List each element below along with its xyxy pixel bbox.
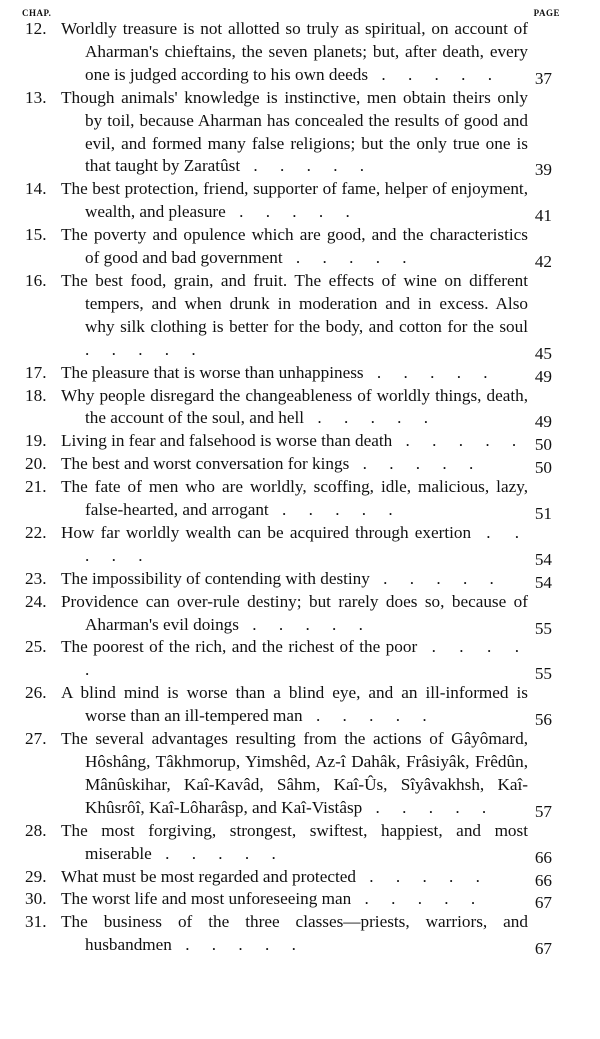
- chapter-number: 24.: [25, 591, 47, 611]
- dot-leader: . . . . .: [363, 362, 497, 382]
- chapter-summary: The poorest of the rich, and the richest of the poor: [61, 637, 418, 657]
- page-number: 42: [534, 252, 552, 272]
- dot-leader: . . . . .: [304, 408, 438, 428]
- page-number: 54: [534, 549, 552, 569]
- chapter-number: 30.: [25, 889, 47, 909]
- chapter-summary: The best food, grain, and fruit. The effects of wine on different tempers, and when drunk in moderation and in excess. Also why silk clothing is better for the body, and cotton for the soul: [61, 270, 528, 336]
- page-number: 55: [534, 664, 552, 684]
- page-number: 55: [534, 618, 552, 638]
- chapter-summary: The poverty and opulence which are good, and the characteristics of good and bad government: [61, 225, 528, 268]
- chapter-summary: The worst life and most unforeseeing man: [61, 889, 352, 909]
- chapter-number: 17.: [25, 362, 47, 382]
- dot-leader: . . . . .: [225, 202, 359, 222]
- chapter-number: 28.: [25, 820, 47, 840]
- chapter-summary: The best protection, friend, supporter of fame, helper of enjoyment, wealth, and pleasure: [61, 179, 528, 222]
- chapter-number: 21.: [25, 477, 47, 497]
- dot-leader: . . . . .: [282, 248, 416, 268]
- chapter-number: 14.: [25, 179, 47, 199]
- dot-leader: . . . . .: [302, 706, 436, 726]
- page-number: 51: [534, 504, 552, 524]
- page-number: 50: [534, 435, 552, 455]
- chapter-summary: The most forgiving, strongest, swiftest, happiest, and most miserable: [61, 820, 528, 863]
- contents-entry: [0, 728, 600, 820]
- contents-entry: [0, 636, 600, 682]
- contents-entry: [0, 453, 600, 476]
- page-number: 67: [534, 893, 552, 913]
- chapter-summary: Living in fear and falsehood is worse than death: [61, 431, 393, 451]
- chapter-summary: The impossibility of contending with destiny: [61, 568, 370, 588]
- dot-leader: . . . . .: [268, 500, 402, 520]
- contents-entry: [0, 224, 600, 270]
- chap-column-label: CHAP.: [22, 8, 52, 18]
- chapter-summary: The best and worst conversation for kings: [61, 454, 350, 474]
- dot-leader: . . . . .: [151, 843, 285, 863]
- contents-entry: [0, 591, 600, 637]
- contents-entry: [0, 178, 600, 224]
- contents-entry: [0, 385, 600, 431]
- page-column-label: PAGE: [533, 8, 560, 18]
- chapter-number: 20.: [25, 454, 47, 474]
- contents-entry: [0, 18, 600, 87]
- chapter-summary: The fate of men who are worldly, scoffing, idle, malicious, lazy, false-hearted, and arrogant: [61, 477, 528, 520]
- dot-leader: . . . . .: [171, 935, 305, 955]
- page-number: 39: [534, 160, 552, 180]
- chapter-number: 13.: [25, 87, 47, 107]
- contents-entry: [0, 820, 600, 866]
- chapter-number: 29.: [25, 866, 47, 886]
- page-number: 50: [534, 458, 552, 478]
- dot-leader: . . . . .: [368, 64, 502, 84]
- dot-leader: . . . . .: [238, 614, 372, 634]
- contents-entry: [0, 476, 600, 522]
- contents-entry: [0, 682, 600, 728]
- chapter-number: 16.: [25, 270, 47, 290]
- contents-entry: [0, 911, 600, 957]
- page-number: 49: [534, 412, 552, 432]
- chapter-summary: Worldly treasure is not allotted so truly as spiritual, on account of Aharman's chieftains, the seven planets; but, after death, every one is judged according to his own deeds: [61, 19, 528, 84]
- contents-entry: [0, 522, 600, 568]
- dot-leader: . . . . .: [369, 568, 503, 588]
- chapter-number: 31.: [25, 912, 47, 932]
- page-number: 56: [534, 710, 552, 730]
- chapter-number: 23.: [25, 568, 47, 588]
- dot-leader: . . . . .: [355, 866, 489, 886]
- chapter-number: 27.: [25, 729, 47, 749]
- chapter-summary: What must be most regarded and protected: [61, 866, 356, 886]
- page-number: 66: [534, 847, 552, 867]
- contents-entry: [0, 87, 600, 179]
- page-number: 66: [534, 870, 552, 890]
- dot-leader: . . . . .: [85, 637, 529, 680]
- contents-entry: [0, 888, 600, 911]
- chapter-number: 12.: [25, 19, 47, 38]
- dot-leader: . . . . .: [240, 156, 374, 176]
- chapter-number: 15.: [25, 225, 47, 245]
- dot-leader: . . . . .: [85, 339, 205, 359]
- contents-entry: [0, 430, 600, 453]
- contents-entry: [0, 568, 600, 591]
- chapter-number: 18.: [25, 385, 47, 405]
- page-header: [0, 4, 600, 18]
- chapter-summary: Though animals' knowledge is instinctive, men obtain theirs only by toil, because Aharman has concealed the results of good and evil, and formed many false religions; but the only true one is that taught by Zaratûst: [61, 87, 528, 176]
- chapter-number: 26.: [25, 683, 47, 703]
- dot-leader: . . . . .: [362, 797, 496, 817]
- chapter-summary: A blind mind is worse than a blind eye, and an ill-informed is worse than an ill-tempered man: [61, 683, 528, 726]
- chapter-summary: Providence can over-rule destiny; but rarely does so, because of Aharman's evil doings: [61, 591, 528, 634]
- dot-leader: . . . . .: [85, 522, 529, 565]
- chapter-summary: How far worldly wealth can be acquired through exertion: [61, 522, 472, 542]
- dot-leader: . . . . .: [351, 889, 485, 909]
- chapter-number: 19.: [25, 431, 47, 451]
- chapter-summary: The pleasure that is worse than unhappiness: [61, 362, 364, 382]
- contents-list: [0, 18, 600, 957]
- page-number: 37: [534, 68, 552, 88]
- page-number: 49: [534, 366, 552, 386]
- chapter-summary: The several advantages resulting from the actions of Gâyômard, Hôshâng, Tâkhmorup, Yimshêd, Az-î Dahâk, Frâsiyâk, Frêdûn, Mânûskihar, Kaî-Kavâd, Sâhm, Kaî-Ûs, Sîyâvakhsh, Kaî-Khûsrôî, Kaî-Lôharâsp, and Kaî-Vistâsp: [61, 729, 528, 817]
- chapter-number: 22.: [25, 522, 47, 542]
- page-number: 67: [534, 939, 552, 959]
- contents-entry: [0, 270, 600, 362]
- contents-entry: [0, 362, 600, 385]
- dot-leader: . . . . .: [349, 454, 483, 474]
- chapter-summary: Why people disregard the changeableness of worldly things, death, the account of the soul, and hell: [61, 385, 528, 428]
- chapter-summary: The business of the three classes—priests, warriors, and husbandmen: [61, 912, 528, 955]
- page-number: 41: [534, 206, 552, 226]
- chapter-number: 25.: [25, 637, 47, 657]
- page-number: 45: [534, 343, 552, 363]
- page-number: 57: [534, 801, 552, 821]
- page-number: 54: [534, 572, 552, 592]
- contents-entry: [0, 866, 600, 889]
- dot-leader: . . . . .: [392, 431, 526, 451]
